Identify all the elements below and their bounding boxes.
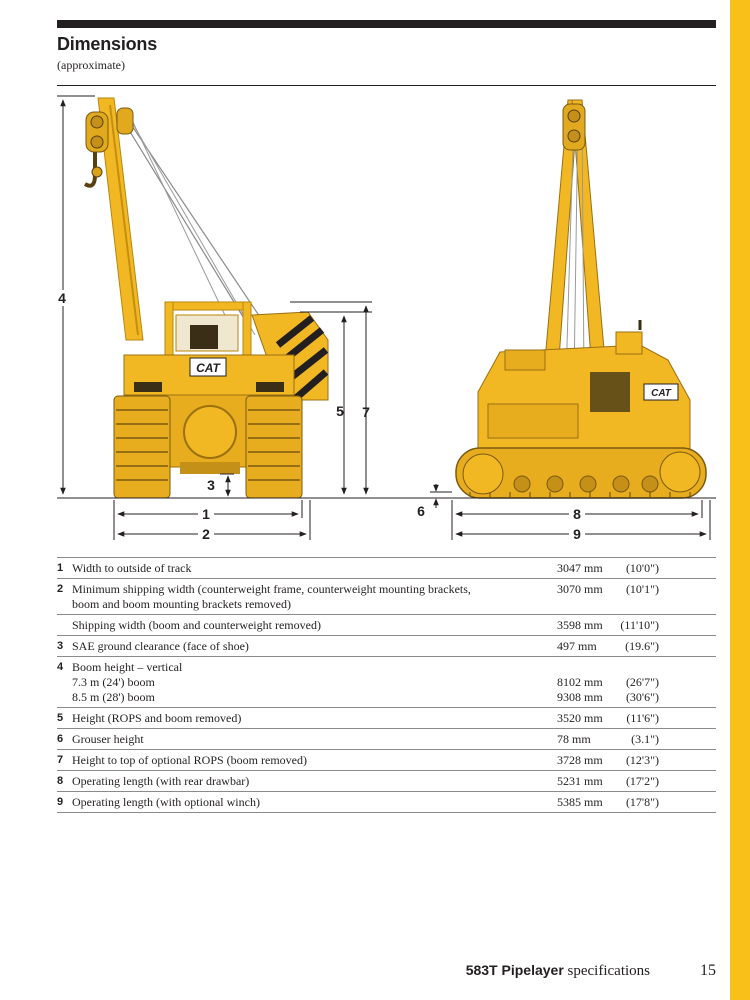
table-row xyxy=(57,750,716,771)
value-ft xyxy=(614,558,659,579)
value-mm xyxy=(557,792,614,813)
description-line: Minimum shipping width (counterweight frame, counterweight mounting brackets, xyxy=(72,582,471,596)
value-mm-line: 3598 mm xyxy=(557,618,603,632)
value-ft-line: (10'1") xyxy=(625,582,659,596)
value-mm-line: 3728 mm xyxy=(557,753,603,767)
value-ft xyxy=(614,657,659,708)
callout-4: 4 xyxy=(58,290,66,306)
description-line: Width to outside of track xyxy=(72,561,192,575)
value-ft-line xyxy=(614,660,659,675)
callout-5: 5 xyxy=(336,403,344,419)
value-ft-line: (10'0") xyxy=(625,561,659,575)
value-mm-line: 5231 mm xyxy=(557,774,603,788)
description-line: boom and boom mounting brackets removed) xyxy=(72,597,291,611)
row-description xyxy=(72,558,557,579)
value-ft-line: (19.6") xyxy=(625,639,659,653)
row-description xyxy=(72,771,557,792)
spec-table xyxy=(57,557,716,813)
value-mm-line: 5385 mm xyxy=(557,795,603,809)
value-ft xyxy=(614,615,659,636)
value-ft-line: (12'3") xyxy=(625,753,659,767)
value-mm xyxy=(557,636,614,657)
value-ft-line: (26'7") xyxy=(625,675,659,689)
description-line: Grouser height xyxy=(72,732,144,746)
value-mm xyxy=(557,579,614,615)
value-mm-line: 497 mm xyxy=(557,639,597,653)
row-description xyxy=(72,579,557,615)
row-description xyxy=(72,636,557,657)
table-row xyxy=(57,792,716,813)
callout-6: 6 xyxy=(417,503,425,519)
row-number: 4 xyxy=(57,657,72,708)
callout-9: 9 xyxy=(573,526,581,542)
row-description xyxy=(72,657,557,708)
description-line: 7.3 m (24') boom xyxy=(72,675,155,689)
table-row xyxy=(57,729,716,750)
table-row xyxy=(57,579,716,615)
value-ft xyxy=(614,636,659,657)
value-ft xyxy=(614,792,659,813)
callout-3: 3 xyxy=(207,477,215,493)
value-mm-line: 3047 mm xyxy=(557,561,603,575)
row-description xyxy=(72,708,557,729)
value-ft-line: (30'6") xyxy=(625,690,659,704)
value-ft xyxy=(614,771,659,792)
description-line: 8.5 m (28') boom xyxy=(72,690,155,704)
table-row xyxy=(57,615,716,636)
value-ft-line: (11'6") xyxy=(626,711,659,725)
description-line: Boom height – vertical xyxy=(72,660,183,674)
row-number: 8 xyxy=(57,771,72,792)
row-number: 1 xyxy=(57,558,72,579)
table-row xyxy=(57,657,716,708)
description-line: Height (ROPS and boom removed) xyxy=(72,711,242,725)
value-ft xyxy=(614,708,659,729)
page-number: 15 xyxy=(700,962,716,979)
row-description xyxy=(72,792,557,813)
side-cat-logo: CAT xyxy=(651,388,671,399)
value-mm xyxy=(557,729,614,750)
value-ft xyxy=(614,729,659,750)
table-row xyxy=(57,771,716,792)
value-mm-line: 3070 mm xyxy=(557,582,603,596)
row-description xyxy=(72,615,557,636)
row-number: 3 xyxy=(57,636,72,657)
value-mm-line: 9308 mm xyxy=(557,690,603,704)
value-mm-line xyxy=(557,660,614,675)
value-ft-line: (11'10") xyxy=(620,618,659,632)
value-mm-line: 8102 mm xyxy=(557,675,603,689)
row-number xyxy=(57,615,72,636)
value-ft-line: (17'8") xyxy=(625,795,659,809)
row-number: 7 xyxy=(57,750,72,771)
row-description xyxy=(72,750,557,771)
value-mm-line: 3520 mm xyxy=(557,711,603,725)
table-row xyxy=(57,558,716,579)
table-row xyxy=(57,636,716,657)
row-description xyxy=(72,729,557,750)
value-mm-line: 78 mm xyxy=(557,732,591,746)
footer-suffix: specifications xyxy=(563,963,650,979)
value-ft xyxy=(614,579,659,615)
description-line: Operating length (with optional winch) xyxy=(72,795,260,809)
value-mm xyxy=(557,708,614,729)
row-number: 6 xyxy=(57,729,72,750)
row-number: 2 xyxy=(57,579,72,615)
description-line: Height to top of optional ROPS (boom removed) xyxy=(72,753,307,767)
value-mm xyxy=(557,750,614,771)
description-line: Shipping width (boom and counterweight removed) xyxy=(72,618,321,632)
value-mm xyxy=(557,615,614,636)
description-line: Operating length (with rear drawbar) xyxy=(72,774,250,788)
front-view-machine xyxy=(85,98,328,498)
table-row xyxy=(57,708,716,729)
value-ft xyxy=(614,750,659,771)
value-ft-line: (17'2") xyxy=(625,774,659,788)
description-line: SAE ground clearance (face of shoe) xyxy=(72,639,249,653)
callout-8: 8 xyxy=(573,506,581,522)
value-mm xyxy=(557,558,614,579)
footer-model: 583T Pipelayer xyxy=(465,962,564,978)
side-view-machine xyxy=(456,100,706,498)
footer-title xyxy=(466,962,650,980)
callout-2: 2 xyxy=(202,526,210,542)
page-title: Dimensions xyxy=(57,34,158,54)
row-number: 9 xyxy=(57,792,72,813)
value-mm xyxy=(557,771,614,792)
callout-7: 7 xyxy=(362,404,370,420)
value-mm xyxy=(557,657,614,708)
front-cat-logo: CAT xyxy=(196,361,220,375)
page-subtitle: (approximate) xyxy=(57,58,125,72)
callout-1: 1 xyxy=(202,506,210,522)
value-ft-line: (3.1") xyxy=(631,732,659,746)
row-number: 5 xyxy=(57,708,72,729)
